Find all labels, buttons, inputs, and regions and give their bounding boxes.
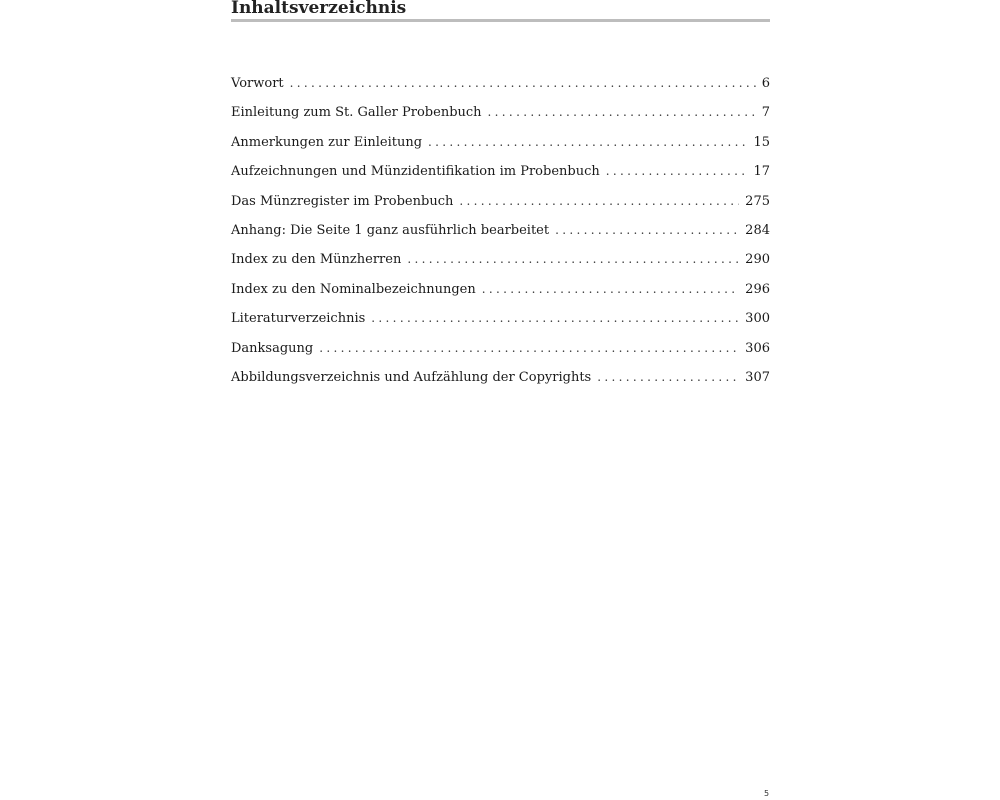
toc-entry[interactable]	[231, 334, 770, 363]
title-underline	[231, 19, 770, 22]
page-title: Inhaltsverzeichnis	[231, 0, 407, 18]
toc-entry-title: Anhang: Die Seite 1 ganz ausführlich bearbeitet	[231, 222, 550, 238]
toc-entry-title: Index zu den Nominalbezeichnungen	[231, 281, 476, 297]
dot-leader	[428, 128, 747, 157]
toc-entry-title: Aufzeichnungen und Münzidentifikation im Probenbuch	[231, 164, 600, 180]
toc-entry-page: 307	[745, 369, 770, 385]
toc-entry-title: Literaturverzeichnis	[231, 311, 366, 327]
toc-entry[interactable]	[231, 275, 770, 304]
toc-entry-title: Anmerkungen zur Einleitung	[231, 134, 423, 150]
toc-entry[interactable]	[231, 245, 770, 274]
toc-entry-page: 284	[745, 222, 770, 238]
toc-entry-page: 290	[745, 252, 770, 268]
dot-leader	[319, 334, 739, 363]
table-of-contents	[231, 69, 770, 392]
toc-entry[interactable]	[231, 216, 770, 245]
toc-entry-title: Das Münzregister im Probenbuch	[231, 193, 454, 209]
dot-leader	[606, 157, 748, 186]
toc-entry-page: 296	[745, 281, 770, 297]
toc-entry-page: 6	[761, 76, 770, 91]
dot-leader	[482, 275, 739, 304]
toc-entry-page: 275	[745, 193, 770, 209]
toc-entry-page: 306	[745, 340, 770, 356]
toc-entry[interactable]	[231, 363, 770, 392]
toc-entry[interactable]	[231, 69, 770, 98]
toc-entry-title: Abbildungsverzeichnis und Aufzählung der Copyrights	[231, 369, 592, 385]
toc-entry[interactable]	[231, 98, 770, 127]
dot-leader	[371, 304, 739, 333]
toc-entry[interactable]	[231, 157, 770, 186]
toc-entry-page: 300	[745, 311, 770, 327]
toc-entry-title: Index zu den Münzherren	[231, 252, 402, 268]
dot-leader	[407, 245, 739, 274]
toc-entry[interactable]	[231, 304, 770, 333]
dot-leader	[290, 69, 756, 98]
page-number: 5	[764, 789, 770, 798]
dot-leader	[488, 98, 756, 127]
toc-entry[interactable]	[231, 187, 770, 216]
toc-page	[231, 0, 770, 385]
toc-entry-page: 15	[753, 134, 770, 150]
dot-leader	[459, 187, 739, 216]
toc-entry-page: 17	[753, 164, 770, 180]
toc-entry-title: Vorwort	[231, 76, 284, 91]
dot-leader	[597, 363, 739, 392]
dot-leader	[555, 216, 739, 245]
toc-entry-title: Danksagung	[231, 340, 314, 356]
toc-entry-title: Einleitung zum St. Galler Probenbuch	[231, 105, 482, 121]
toc-entry[interactable]	[231, 128, 770, 157]
toc-entry-page: 7	[761, 105, 770, 121]
